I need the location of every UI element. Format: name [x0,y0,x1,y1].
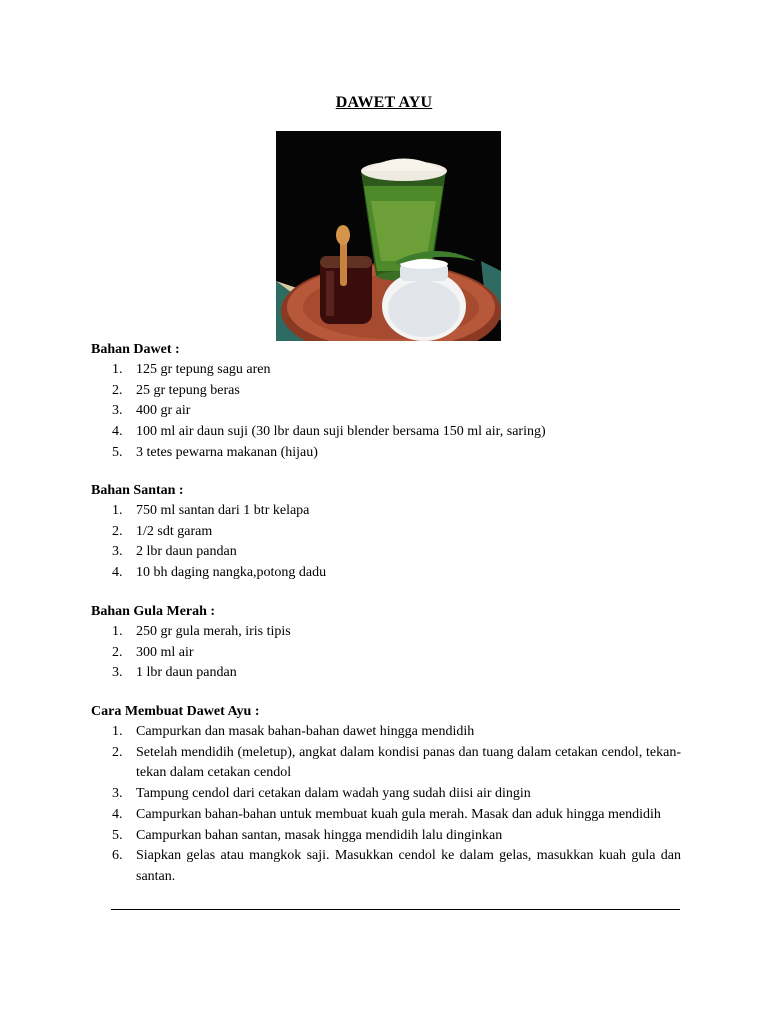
item-number: 4. [112,565,123,581]
item-text: 400 gr air [136,403,191,419]
item-text: 250 gr gula merah, iris tipis [136,624,291,639]
list-item [91,443,681,464]
section-heading: Bahan Dawet : [91,342,180,357]
steps-list [91,722,681,888]
item-number: 5. [112,827,123,843]
list-item [91,401,681,422]
item-text: 1 lbr daun pandan [136,665,237,681]
item-number: 6. [112,848,123,864]
section-bahan-dawet [91,340,681,464]
section-cara-membuat [91,702,681,888]
ingredient-list [91,501,681,584]
item-number: 2. [112,523,123,539]
section-heading: Cara Membuat Dawet Ayu : [91,704,260,719]
item-text: Campurkan dan masak bahan-bahan dawet hingga mendidih [136,724,475,739]
item-number: 3. [112,403,123,419]
item-number: 3. [112,544,123,560]
section-bahan-gula-merah [91,602,681,684]
list-item [91,501,681,522]
item-text: 2 lbr daun pandan [136,544,237,560]
item-number: 5. [112,444,123,460]
item-number: 3. [112,786,123,802]
item-number: 1. [112,624,123,639]
list-item [91,563,681,584]
item-text: Campurkan bahan santan, masak hingga mendidih lalu dinginkan [136,827,503,843]
item-number: 1. [112,724,123,739]
list-item [91,542,681,563]
item-number: 3. [112,665,123,681]
item-text: 25 gr tepung beras [136,382,240,398]
dawet-ayu-photo [276,131,501,341]
list-item [91,826,681,847]
item-text: 300 ml air [136,644,194,660]
item-text: 10 bh daging nangka,potong dadu [136,565,327,581]
item-number: 4. [112,806,123,822]
item-text: 100 ml air daun suji (30 lbr daun suji blender bersama 150 ml air, saring) [136,424,546,440]
list-item [91,522,681,543]
list-item [91,422,681,443]
list-item [91,360,681,381]
list-item [91,643,681,664]
item-text: Setelah mendidih (meletup), angkat dalam kondisi panas dan tuang dalam cetakan cendol, tekan-tekan dalam cetakan cendol [136,744,681,781]
item-text: 1/2 sdt garam [136,523,213,539]
section-heading: Bahan Gula Merah : [91,604,216,619]
item-text: Tampung cendol dari cetakan dalam wadah yang sudah diisi air dingin [136,786,531,802]
item-text: Campurkan bahan-bahan untuk membuat kuah gula merah. Masak dan aduk hingga mendidih [136,806,661,822]
list-item [91,805,681,826]
page-title: DAWET AYU [335,94,433,111]
item-text: 3 tetes pewarna makanan (hijau) [136,444,318,460]
item-number: 1. [112,362,123,377]
ingredient-list [91,360,681,464]
item-text: 750 ml santan dari 1 btr kelapa [136,503,310,518]
list-item [91,622,681,643]
item-number: 2. [112,382,123,398]
item-number: 4. [112,424,123,440]
item-number: 2. [112,644,123,660]
list-item [91,743,681,784]
list-item [91,846,681,887]
section-bahan-santan [91,481,681,584]
item-number: 1. [112,503,123,518]
ingredient-list [91,622,681,684]
horizontal-divider [111,909,680,910]
section-heading: Bahan Santan : [91,483,184,498]
list-item [91,784,681,805]
item-text: Siapkan gelas atau mangkok saji. Masukkan cendol ke dalam gelas, masukkan kuah gula dan santan. [136,848,681,884]
item-number: 2. [112,744,123,760]
item-text: 125 gr tepung sagu aren [136,362,271,377]
list-item [91,381,681,402]
list-item [91,663,681,684]
list-item [91,722,681,743]
